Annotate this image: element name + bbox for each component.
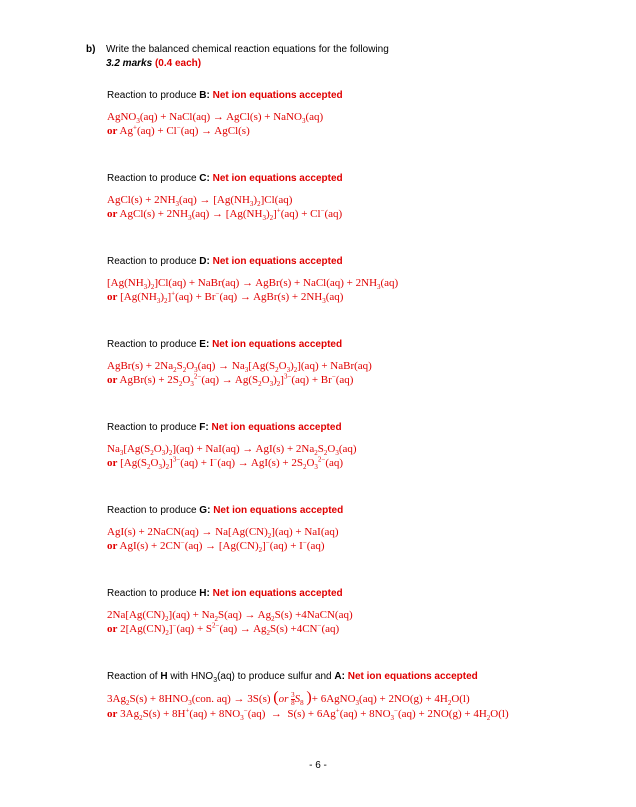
heading-prefix: Reaction to produce: [107, 422, 197, 433]
heading-with-subscript: 3: [213, 677, 218, 684]
reaction-block-h-nitric: [107, 671, 607, 721]
equation-net-ionic: or $[Ag(NH_3)_2]^+(aq) + Br^-(aq)$ → AgBr(s) + $2NH_3(aq)$: [107, 289, 344, 306]
reaction-heading: [107, 505, 607, 516]
reaction-block-f: [107, 422, 607, 470]
reaction-block-h: [107, 588, 607, 636]
equation-full: AgCl(s) + $2NH_3(aq) \to [Ag(NH_3)_2]Cl(aq)$: [107, 194, 293, 209]
accepted-note: Net ion equations accepted: [212, 256, 343, 267]
marks-each: (0.4 each): [154, 58, 202, 69]
or-label: or: [107, 208, 118, 220]
or-label: or: [107, 707, 118, 720]
heading-letter: H: [160, 671, 168, 682]
heading-prefix: Reaction to produce: [107, 173, 197, 184]
heading-with: with HNO: [170, 671, 214, 682]
heading-letter: D:: [199, 256, 210, 267]
reaction-block-d: [107, 256, 607, 304]
heading-prefix: Reaction of: [107, 671, 158, 682]
equation-net-ionic: or $2[Ag(CN)_2]^-(aq) + S^{2-}(aq) \to Ag_2S(s) +4CN^-(aq)$: [107, 621, 340, 638]
heading-prefix: Reaction to produce: [107, 256, 197, 267]
equation-net-ionic: or AgCl(s) + $2NH_3(aq) \to [Ag(NH_3)_2]^+(aq) + Cl^-(aq)$: [107, 206, 343, 223]
heading-prefix: Reaction to produce: [107, 90, 197, 101]
accepted-note: Net ion equations accepted: [212, 90, 343, 101]
reaction-heading: [107, 588, 607, 599]
equation-full: AgI(s) + 2NaCN(aq) → $Na[Ag(CN)_2](aq) + NaI(aq)$: [107, 526, 339, 541]
heading-rest: (aq) to produce sulfur and: [217, 671, 332, 682]
accepted-note: Net ion equations accepted: [212, 588, 343, 599]
heading-letter: B:: [199, 90, 210, 101]
question-text: Write the balanced chemical reaction equations for the following: [106, 44, 389, 55]
equation-full: $2Na[Ag(CN)_2](aq) + Na_2S(aq) \to Ag_2S(s)$ +4NaCN(aq): [107, 609, 353, 624]
or-label: or: [107, 623, 118, 635]
equation-full: AgBr(s) + $2Na_2S_2O_3(aq) \to Na_3[Ag(S_2O_3)_2](aq)$ + NaBr(aq): [107, 360, 372, 375]
question-header: [86, 44, 606, 69]
accepted-note: Net ion equations accepted: [212, 173, 343, 184]
accepted-note: Net ion equations accepted: [347, 671, 478, 682]
equation-net-ionic: or $[Ag(S_2O_3)_2]^{3-}(aq) + I^-(aq) \to AgI(s) + 2S_2O_3^{2-}(aq)$: [107, 455, 344, 472]
reaction-heading: [107, 256, 607, 267]
reaction-heading: [107, 671, 607, 682]
heading-letter: G:: [199, 505, 211, 516]
reaction-heading: [107, 173, 607, 184]
equation-net-ionic: or $3Ag_2S(s) + 8H^+(aq) + 8NO_3^-(aq) \to S(s) + 6Ag^+(aq) + 8NO_3^-(aq) + 2NO(g) + 4H_2O(l)$: [107, 706, 509, 723]
question-label: b): [86, 44, 96, 55]
reaction-block-c: [107, 173, 607, 221]
or-label: or: [107, 457, 118, 469]
reaction-heading: [107, 339, 607, 350]
equation-net-ionic: or $AgI(s) + 2CN^-(aq) \to [Ag(CN)_2]^-(aq) + I^-(aq)$: [107, 538, 325, 555]
heading-letter: E:: [199, 339, 210, 350]
accepted-note: Net ion equations accepted: [212, 339, 343, 350]
accepted-note: Net ion equations accepted: [211, 422, 342, 433]
or-label: or: [107, 374, 118, 386]
reaction-block-b: [107, 90, 607, 138]
equation-full: $3Ag_2S(s) + 8HNO_3(con$. aq) → 3S(s) (or $\frac{3}{8}$ $S_8$ )+ 6AgNO$_3$(aq) + $2NO(g) + 4H_2O(l)$: [107, 689, 470, 708]
or-label: or: [107, 125, 118, 137]
or-label: or: [107, 540, 118, 552]
heading-target: A:: [334, 671, 345, 682]
reaction-heading: [107, 422, 607, 433]
reaction-block-g: [107, 505, 607, 553]
equation-net-ionic: or Ag+(aq) + Cl−(aq) → AgCl(s): [107, 123, 250, 137]
heading-letter: H:: [199, 588, 210, 599]
equation-full: $[Ag(NH_3)_2]Cl(aq)$ + NaBr(aq) → AgBr(s) + NaCl(aq) + $2NH_3(aq)$: [107, 277, 399, 292]
heading-prefix: Reaction to produce: [107, 588, 197, 599]
reaction-heading: [107, 90, 607, 101]
equation-net-ionic: or AgBr(s) + $2S_2O_3^{2-}(aq) \to Ag(S_2O_3)_2]^{3-}(aq) + Br^-(aq)$: [107, 372, 354, 389]
reaction-block-e: [107, 339, 607, 387]
or-label: or: [107, 291, 118, 303]
equation-full: AgNO$_3$(aq) + NaCl(aq) → AgCl(s) + NaNO$_3$(aq): [107, 111, 324, 126]
accepted-note: Net ion equations accepted: [213, 505, 344, 516]
heading-prefix: Reaction to produce: [107, 505, 197, 516]
marks-line: [106, 58, 201, 69]
heading-letter: C:: [199, 173, 210, 184]
equation-full: $Na_3[Ag(S_2O_3)_2](aq) + NaI(aq) \to AgI(s) + 2Na_2S_2O_3(aq)$: [107, 443, 357, 458]
marks-value: 3.2 marks: [106, 58, 153, 69]
heading-letter: F:: [199, 422, 209, 433]
heading-prefix: Reaction to produce: [107, 339, 197, 350]
page-number: - 6 -: [309, 760, 327, 771]
